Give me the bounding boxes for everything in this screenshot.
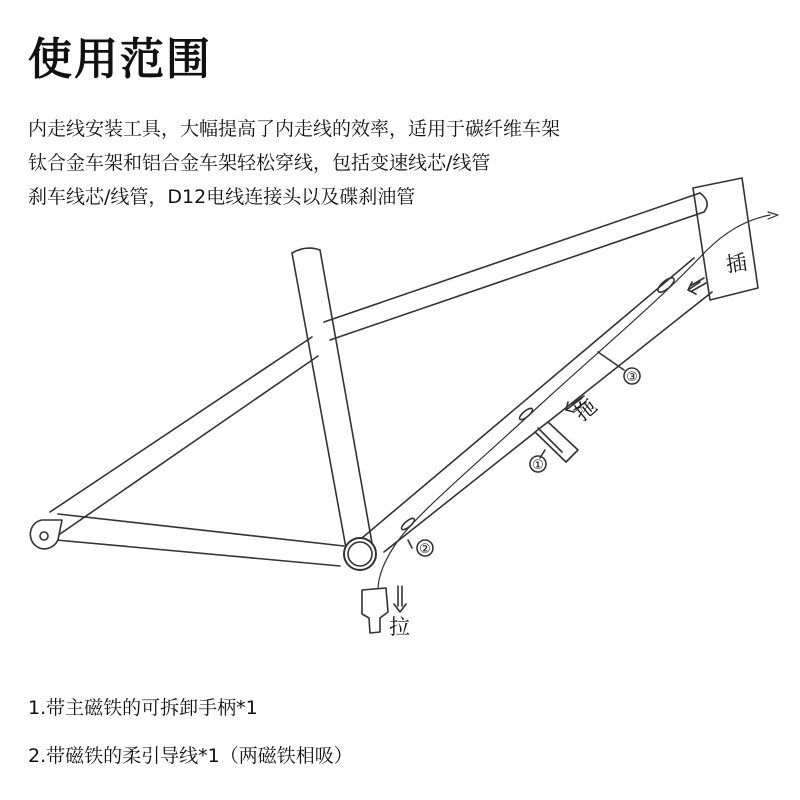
drag-label: 拖 [569,393,602,426]
insert-label: 插 [724,250,749,277]
callout-2: ② [419,542,431,557]
rear-dropout [30,520,62,549]
insert-arrow [688,278,706,294]
intro-line-3: 刹车线芯/线管，D12电线连接头以及碟刹油管 [28,186,416,208]
intro-line-1: 内走线安装工具，大幅提高了内走线的效率，适用于碳纤维车架 [28,118,561,140]
callout-1: ① [532,458,544,473]
top-tube [324,193,704,340]
seat-stay [50,337,318,534]
seat-tube [292,250,372,548]
cable-connector [362,588,388,633]
page-title: 使用范围 [28,34,212,85]
intro-line-2: 钛合金车架和铝合金车架轻松穿线，包括变速线芯/线管 [28,152,491,174]
chain-stay [56,514,344,566]
pull-arrow [394,586,406,612]
list-item: 2.带磁铁的柔引导线*1（两磁铁相吸） [28,745,353,767]
callout-3: ③ [626,370,638,385]
list-item: 1.带主磁铁的可拆卸手柄*1 [28,697,258,719]
package-contents [28,684,353,780]
pull-label: 拉 [389,615,410,639]
down-tube [362,258,712,552]
